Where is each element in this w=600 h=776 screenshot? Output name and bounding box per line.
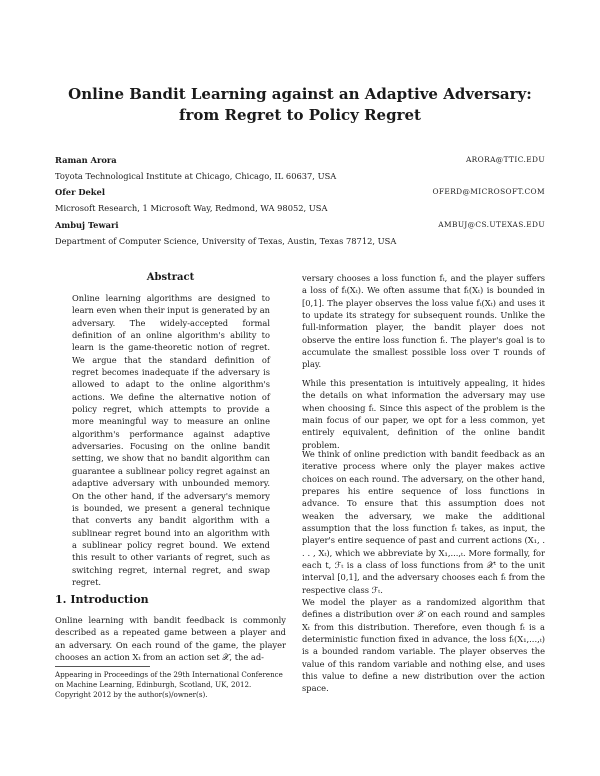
author-name: Raman Arora — [55, 155, 117, 165]
paper-title — [60, 84, 540, 126]
author-block-3 — [55, 219, 545, 247]
abstract-text: Online learning algorithms are designed to learn even when their input is generated by an adversary. The widely-accepted formal definition of an online algorithm's ability to learn is the game-theoretic notion of regret. We argue that the standard definition of regret becomes inadequate if the adversary is allowed to adapt to the online algorithm's actions. We define the alternative notion of policy regret, which attempts to provide a more meaningful way to measure an online algorithm's performance against adaptive adversaries. Focusing on the online bandit setting, we show that no bandit algorithm can guarantee a sublinear policy regret against an adaptive adversary with unbounded memory. On the other hand, if the adversary's memory is bounded, we present a general technique that converts any bandit algorithm with a sublinear regret bound into an algorithm with a sublinear policy regret bound. We extend this result to other variants of regret, such as switching regret, internal regret, and swap regret. — [72, 293, 270, 587]
paragraph-3: We think of online prediction with bandit feedback as an iterative process where only the player makes active choices on each round. The adversary, on the other hand, prepares his entire sequence of loss functions in advance. To ensure that this assumption does not weaken the adversary, we make the additional assumption that the loss function fₜ takes, as input, the player's entire sequence of past and current actions (X₁, . . . , Xₜ), which we abbreviate by X₁,...,ₜ. More formally, for each t, ℱₜ is a class of loss functions from 𝒳ᵗ to the unit interval [0,1], and the adversary chooses each fₜ from the respective class ℱₜ. — [302, 449, 545, 595]
author-block-1 — [55, 154, 545, 182]
footnote-text: Appearing in Proceedings of the 29th International Conference on Machine Learning, Edinburgh, Scotland, UK, 2012. Copyright 2012 by the author(s)/owner(s). — [55, 670, 283, 699]
author-affiliation: Microsoft Research, 1 Microsoft Way, Redmond, WA 98052, USA — [55, 203, 328, 213]
author-email[interactable]: OFERD@MICROSOFT.COM — [432, 187, 545, 196]
paragraph-4: We model the player as a randomized algorithm that defines a distribution over 𝒳 on each round and samples Xₜ from this distribution. Therefore, even though fₜ is a deterministic function fixed in advance, the loss fₜ(X₁,...,ₜ) is a bounded random variable. The player observes the value of this random variable and nothing else, and uses this value to define a new distribution over the action space. — [302, 597, 545, 694]
paragraph-2: While this presentation is intuitively appealing, it hides the details on what information the adversary may use when choosing fₜ. Since this aspect of the problem is the main focus of our paper, we opt for a less common, yet entirely equivalent, definition of the online bandit problem. — [302, 378, 545, 450]
title-line-2: from Regret to Policy Regret — [179, 106, 421, 124]
author-email[interactable]: AMBUJ@CS.UTEXAS.EDU — [438, 220, 545, 229]
author-email[interactable]: ARORA@TTIC.EDU — [465, 155, 545, 164]
introduction-text: Online learning with bandit feedback is commonly described as a repeated game between a player and an adversary. On each round of the game, the player chooses an action Xₜ from an action set 𝒳, the ad- — [55, 615, 286, 663]
author-affiliation: Toyota Technological Institute at Chicago, Chicago, IL 60637, USA — [55, 171, 337, 181]
title-line-1: Online Bandit Learning against an Adaptive Adversary: — [68, 85, 532, 103]
author-affiliation: Department of Computer Science, University of Texas, Austin, Texas 78712, USA — [55, 236, 397, 246]
abstract-heading: Abstract — [146, 272, 195, 283]
author-name: Ambuj Tewari — [55, 220, 119, 230]
section-heading-introduction: 1. Introduction — [55, 593, 149, 606]
author-name: Ofer Dekel — [55, 187, 105, 197]
author-block-2 — [55, 186, 545, 214]
paragraph-1: versary chooses a loss function fₜ, and the player suffers a loss of fₜ(Xₜ). We often assume that fₜ(Xₜ) is bounded in [0,1]. The player observes the loss value fₜ(Xₜ) and uses it to update its strategy for subsequent rounds. Unlike the full-information player, the bandit player does not observe the entire loss function fₜ. The player's goal is to accumulate the smallest possible loss over T rounds of play. — [302, 273, 545, 370]
footnote-rule — [55, 666, 150, 667]
